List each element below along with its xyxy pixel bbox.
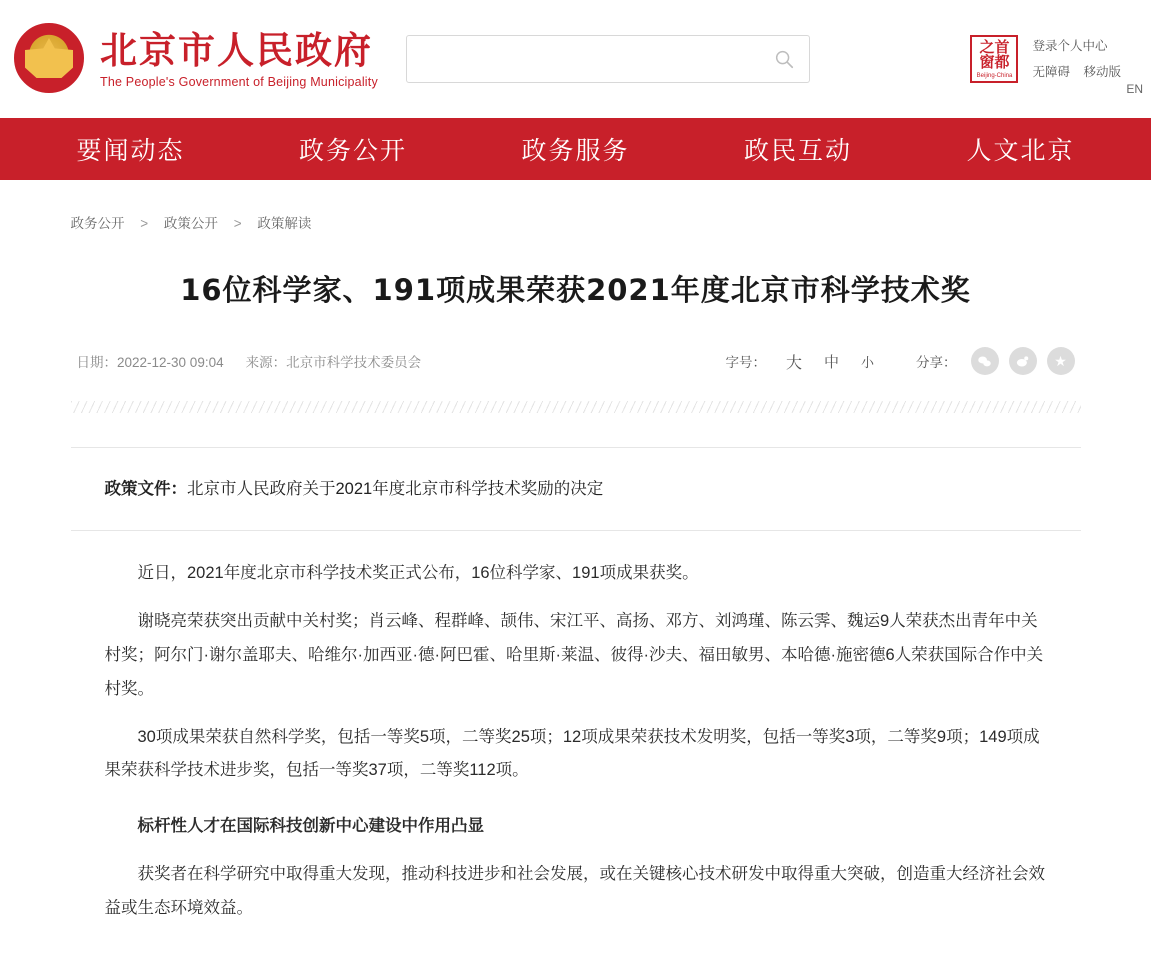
fontsize-medium-button[interactable]: 中 xyxy=(823,353,839,371)
search-icon[interactable] xyxy=(773,48,795,70)
site-header xyxy=(0,0,1151,118)
national-emblem-icon xyxy=(14,23,86,95)
breadcrumb-item-2[interactable]: 政策公开 xyxy=(163,216,218,231)
breadcrumb xyxy=(71,198,1081,242)
language-switch-en[interactable]: EN xyxy=(1126,82,1143,96)
page-content xyxy=(71,180,1081,980)
header-right xyxy=(970,33,1133,86)
page-title: 16位科学家、191项成果荣获2021年度北京市科学技术奖 xyxy=(180,273,971,307)
fontsize-large-button[interactable]: 大 xyxy=(785,354,802,372)
badge-text-en: Beijing-China xyxy=(976,72,1013,79)
article-source xyxy=(246,351,422,371)
main-navigation xyxy=(0,118,1151,180)
site-title-cn: 北京市人民政府 xyxy=(100,27,373,72)
mobile-version-link[interactable]: 移动版 xyxy=(1083,65,1121,79)
article-paragraph-3: 30项成果荣获自然科学奖，包括一等奖5项，二等奖25项；12项成果荣获技术发明奖，包括一等奖3项，二等奖9项；149项成果荣获科学技术进步奖，包括一等奖37项，二等奖112项。 xyxy=(104,727,1040,780)
section-divider xyxy=(71,401,1081,413)
article-paragraph-2: 谢晓亮荣获突出贡献中关村奖；肖云峰、程群峰、颉伟、宋江平、高扬、邓方、刘鸿瑾、陈云霁、魏运9人荣获杰出青年中关村奖；阿尔门·谢尔盖耶夫、哈维尔·加西亚·德·阿巴霍、哈里斯·莱温、彼得·沙夫、福田敏男、本哈德·施密德6人荣获国际合作中关村奖。 xyxy=(104,612,1044,698)
article-paragraph-4: 获奖者在科学研究中取得重大发现，推动科技进步和社会发展，或在关键核心技术研发中取得重大突破，创造重大经济社会效益或生态环境效益。 xyxy=(104,865,1045,917)
weibo-share-icon[interactable] xyxy=(1009,347,1037,375)
article-source-label: 来源： xyxy=(245,355,287,370)
policy-file-box xyxy=(71,447,1081,531)
wechat-share-icon[interactable] xyxy=(971,347,999,375)
header-links xyxy=(1032,33,1131,86)
nav-item-gov-affairs[interactable]: 政务公开 xyxy=(298,136,407,165)
badge-text-cn2: 窗都 xyxy=(979,52,1010,71)
article-paragraph-1: 近日，2021年度北京市科学技术奖正式公布，16位科学家、191项成果获奖。 xyxy=(137,564,699,583)
article-meta xyxy=(71,347,1081,375)
nav-item-news[interactable]: 要闻动态 xyxy=(76,136,185,165)
breadcrumb-separator-1: > xyxy=(140,216,149,231)
site-title-en: The People's Government of Beijing Municipality xyxy=(100,75,378,90)
article-body xyxy=(71,557,1081,979)
badge-text-cn: 之首 xyxy=(979,37,1010,56)
article-date-value: 2022-12-30 09:04 xyxy=(117,355,224,370)
search-area xyxy=(406,35,810,83)
policy-file-label: 政策文件： xyxy=(104,480,187,498)
article-source-value: 北京市科学技术委员会 xyxy=(286,355,422,370)
policy-file-link[interactable]: 北京市人民政府关于2021年度北京市科学技术奖励的决定 xyxy=(187,480,604,498)
search-input[interactable] xyxy=(421,50,773,68)
breadcrumb-item-1[interactable]: 政务公开 xyxy=(70,216,125,231)
accessibility-link[interactable]: 无障碍 xyxy=(1032,65,1070,79)
favorite-star-icon[interactable]: ★ xyxy=(1047,347,1075,375)
nav-item-interaction[interactable]: 政民互动 xyxy=(743,136,852,165)
breadcrumb-item-3[interactable]: 政策解读 xyxy=(257,216,312,231)
fontsize-small-button[interactable]: 小 xyxy=(860,354,874,370)
nav-item-gov-services[interactable]: 政务服务 xyxy=(521,136,630,165)
login-link[interactable]: 登录个人中心 xyxy=(1032,38,1108,53)
search-box[interactable] xyxy=(406,35,810,83)
breadcrumb-separator-2: > xyxy=(233,216,242,231)
site-title-block xyxy=(100,29,378,90)
capital-window-badge[interactable] xyxy=(970,35,1018,83)
nav-item-culture[interactable]: 人文北京 xyxy=(966,136,1075,165)
article-date xyxy=(77,351,224,371)
article-date-label: 日期： xyxy=(76,355,117,370)
article-subheading: 标杆性人才在国际科技创新中心建设中作用凸显 xyxy=(137,817,484,836)
share-label: 分享： xyxy=(916,355,957,370)
fontsize-label: 字号： xyxy=(725,355,766,370)
